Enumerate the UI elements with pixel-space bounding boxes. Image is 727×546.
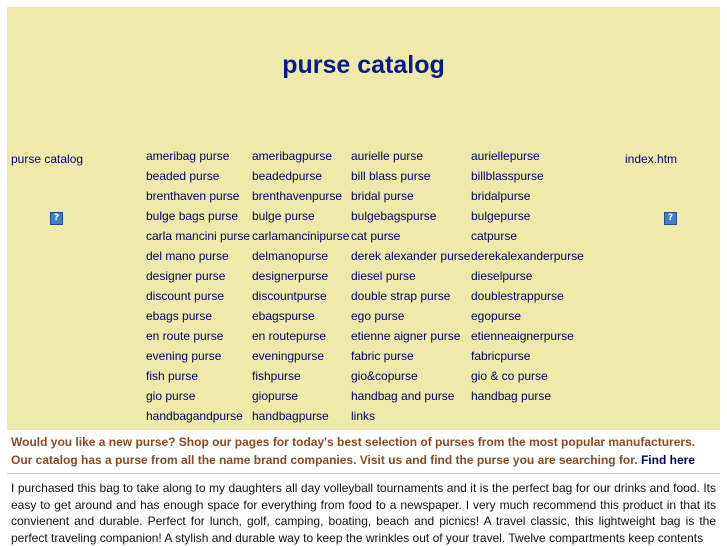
link-grid: [146, 146, 584, 426]
question-icon[interactable]: ?: [50, 212, 63, 225]
catalog-link[interactable]: cat purse: [351, 229, 401, 243]
top-panel: [7, 7, 720, 430]
catalog-link[interactable]: beadedpurse: [252, 169, 323, 183]
catalog-link[interactable]: catpurse: [471, 229, 518, 243]
sidebar-right-link[interactable]: index.htm: [625, 152, 678, 166]
catalog-link[interactable]: gio&copurse: [351, 369, 418, 383]
catalog-link[interactable]: fishpurse: [252, 369, 301, 383]
catalog-link[interactable]: dieselpurse: [471, 269, 533, 283]
intro-paragraph: [11, 434, 716, 469]
catalog-link[interactable]: handbagandpurse: [146, 409, 243, 423]
sidebar-left-link[interactable]: purse catalog: [11, 152, 84, 166]
catalog-link[interactable]: discount purse: [146, 289, 225, 303]
catalog-link[interactable]: brenthavenpurse: [252, 189, 343, 203]
intro-text: Would you like a new purse? Shop our pages for today's best selection of purses from the most popular manufacturers. Our catalog has a purse from all the name brand companies. Visit us and find the purse you are searching for.: [11, 435, 696, 467]
catalog-link[interactable]: ameribag purse: [146, 149, 230, 163]
catalog-link[interactable]: fabricpurse: [471, 349, 531, 363]
catalog-link[interactable]: handbag and purse: [351, 389, 455, 403]
review-paragraph: I purchased this bag to take along to my daughters all day volleyball tournaments and it is the perfect bag for our drinks and food. Its easy to get around and has enough space for everything from food to a newspaper. I very much recommend this product in that its convienent and durable. Perfect for lunch, golf, camping, boating, beach and picnics! A travel classic, this lightweight bag is the perfect traveling companion! A stylish and durable way to keep the wrinkles out of your travel. Twelve compartments keep contents: [11, 481, 716, 545]
catalog-link[interactable]: en route purse: [146, 329, 224, 343]
catalog-link[interactable]: ameribagpurse: [252, 149, 333, 163]
catalog-link[interactable]: designerpurse: [252, 269, 329, 283]
catalog-link[interactable]: bulge bags purse: [146, 209, 239, 223]
catalog-link[interactable]: beaded purse: [146, 169, 220, 183]
catalog-link[interactable]: handbagpurse: [252, 409, 329, 423]
catalog-link[interactable]: discountpurse: [252, 289, 327, 303]
catalog-link[interactable]: billblasspurse: [471, 169, 544, 183]
catalog-link[interactable]: delmanopurse: [252, 249, 329, 263]
catalog-link[interactable]: doublestrappurse: [471, 289, 564, 303]
find-here-link[interactable]: Find here: [640, 452, 695, 467]
catalog-link[interactable]: bridal purse: [351, 189, 414, 203]
catalog-link[interactable]: brenthaven purse: [146, 189, 240, 203]
catalog-link[interactable]: gio & co purse: [471, 369, 548, 383]
catalog-link[interactable]: links: [351, 409, 376, 423]
catalog-link[interactable]: etienne aigner purse: [351, 329, 461, 343]
catalog-link[interactable]: etienneaignerpurse: [471, 329, 574, 343]
catalog-link[interactable]: derekalexanderpurse: [471, 249, 584, 263]
catalog-link[interactable]: ebags purse: [146, 309, 213, 323]
catalog-link[interactable]: bulgebagspurse: [351, 209, 437, 223]
catalog-link[interactable]: aurielle purse: [351, 149, 424, 163]
catalog-link[interactable]: ego purse: [351, 309, 405, 323]
catalog-link[interactable]: derek alexander purse: [351, 249, 471, 263]
catalog-link[interactable]: fish purse: [146, 369, 199, 383]
catalog-link[interactable]: eveningpurse: [252, 349, 325, 363]
catalog-link[interactable]: designer purse: [146, 269, 226, 283]
catalog-link[interactable]: double strap purse: [351, 289, 451, 303]
catalog-link[interactable]: auriellepurse: [471, 149, 540, 163]
catalog-link[interactable]: bill blass purse: [351, 169, 431, 183]
divider: [7, 473, 720, 474]
catalog-link[interactable]: bulgepurse: [471, 209, 531, 223]
catalog-link[interactable]: bridalpurse: [471, 189, 531, 203]
catalog-link[interactable]: egopurse: [471, 309, 522, 323]
catalog-link[interactable]: fabric purse: [351, 349, 414, 363]
catalog-link[interactable]: gio purse: [146, 389, 196, 403]
catalog-link[interactable]: giopurse: [252, 389, 299, 403]
page-title: purse catalog: [282, 51, 445, 79]
question-icon[interactable]: ?: [664, 212, 677, 225]
catalog-link[interactable]: bulge purse: [252, 209, 315, 223]
catalog-link[interactable]: diesel purse: [351, 269, 416, 283]
catalog-link[interactable]: carlamancinipurse: [252, 229, 350, 243]
catalog-link[interactable]: carla mancini purse: [146, 229, 251, 243]
catalog-link[interactable]: del mano purse: [146, 249, 229, 263]
catalog-link[interactable]: en routepurse: [252, 329, 327, 343]
catalog-link[interactable]: evening purse: [146, 349, 222, 363]
catalog-link[interactable]: handbag purse: [471, 389, 552, 403]
catalog-link[interactable]: ebagspurse: [252, 309, 315, 323]
